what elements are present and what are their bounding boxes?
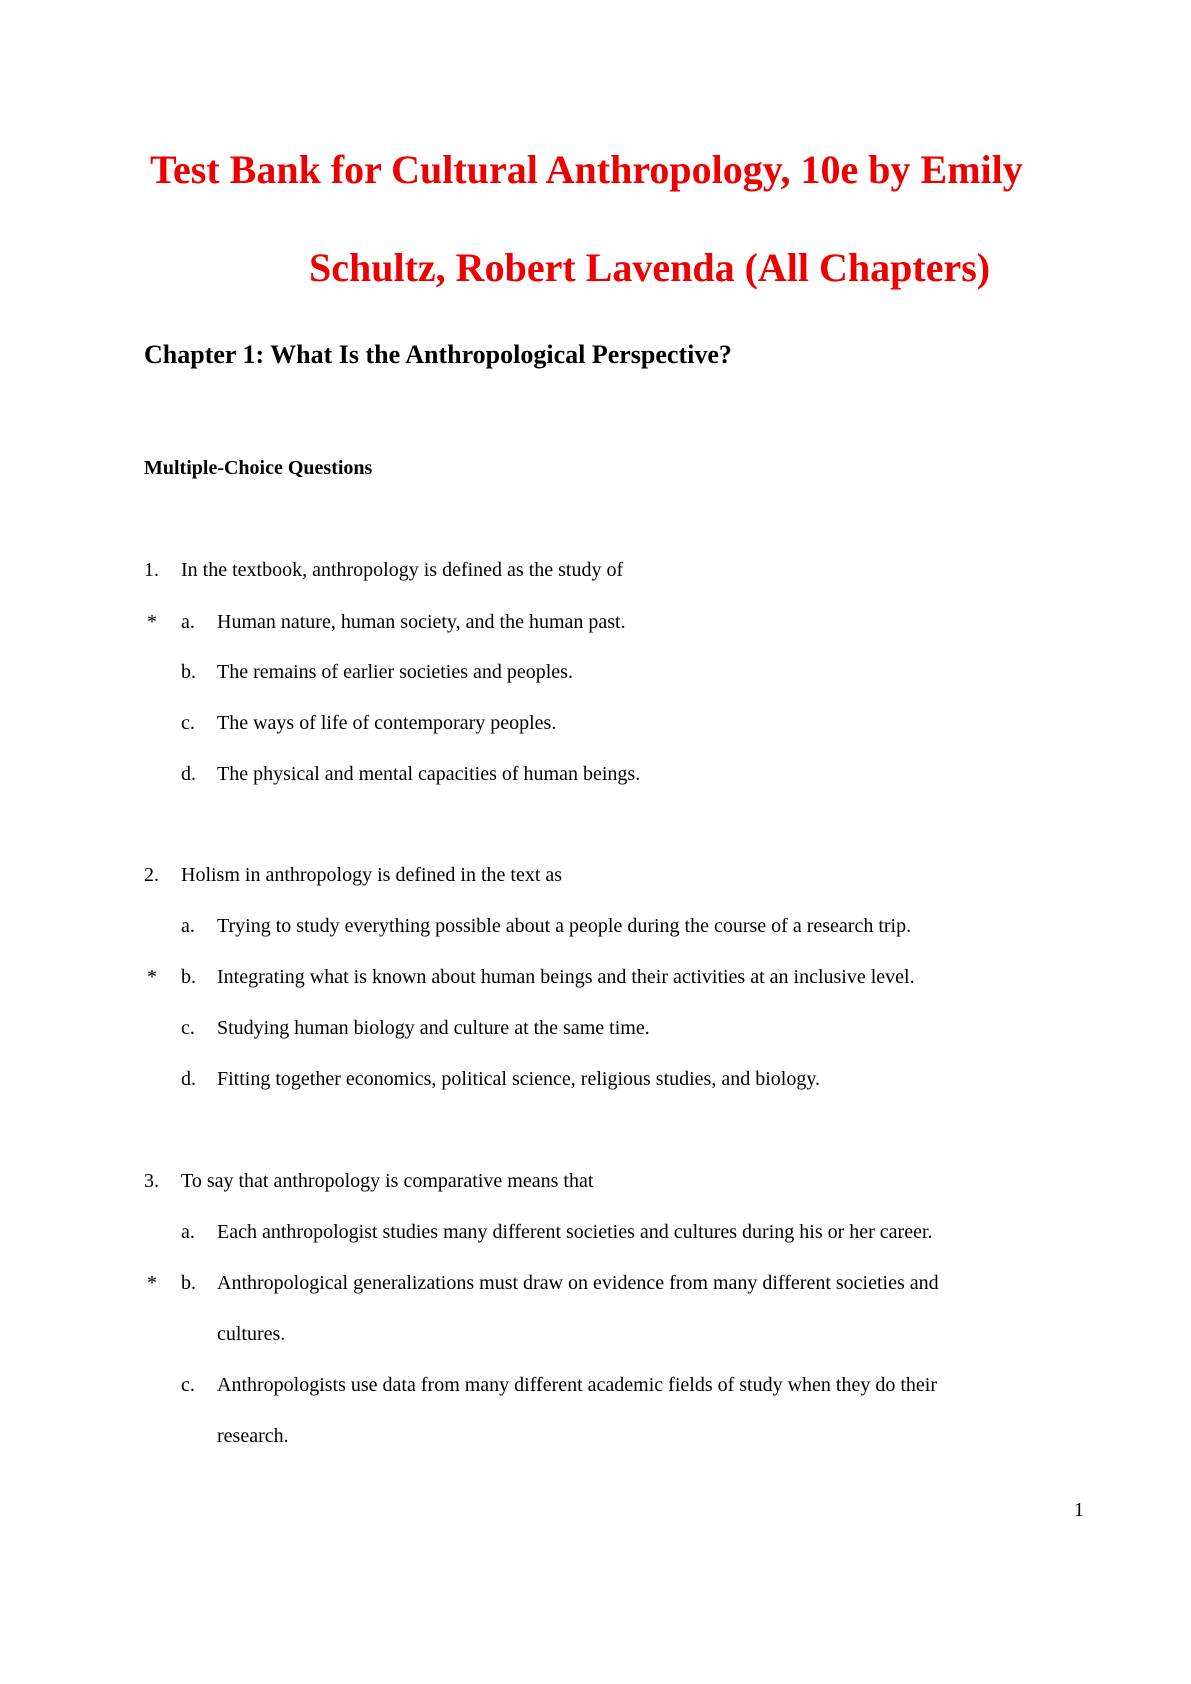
question-2-text: Holism in anthropology is defined in the text as	[181, 864, 563, 886]
question-3-option-a-text: Each anthropologist studies many different societies and cultures during his or her career.	[217, 1221, 933, 1243]
question-1-option-a-text: Human nature, human society, and the human past.	[217, 611, 626, 633]
section-heading: Multiple-Choice Questions	[144, 457, 373, 479]
question-3-option-c-letter: c.	[181, 1374, 195, 1396]
question-3-option-b-text: Anthropological generalizations must draw on evidence from many different societies and	[217, 1272, 939, 1294]
question-3-answer-marker: *	[147, 1272, 157, 1294]
question-3-option-a-letter: a.	[181, 1221, 195, 1243]
question-2-option-a-letter: a.	[181, 915, 195, 937]
question-3-number: 3.	[144, 1170, 159, 1192]
question-3-option-c-continuation: research.	[217, 1425, 289, 1447]
question-1-answer-marker: *	[147, 611, 157, 633]
question-1-number: 1.	[144, 559, 159, 581]
question-1-option-c-text: The ways of life of contemporary peoples.	[217, 712, 557, 734]
document-title-line-1: Test Bank for Cultural Anthropology, 10e by Emily	[150, 147, 1023, 192]
question-2-option-b-text: Integrating what is known about human beings and their activities at an inclusive level.	[217, 966, 915, 988]
question-1-option-d-letter: d.	[181, 763, 196, 785]
question-1-option-b-letter: b.	[181, 661, 196, 683]
question-1-option-c-letter: c.	[181, 712, 195, 734]
document-title-line-2: Schultz, Robert Lavenda (All Chapters)	[309, 245, 991, 290]
question-2-option-d-text: Fitting together economics, political science, religious studies, and biology.	[217, 1068, 821, 1090]
question-1-text: In the textbook, anthropology is defined as the study of	[181, 559, 624, 581]
question-3-option-b-letter: b.	[181, 1272, 196, 1294]
page-number: 1	[1074, 1499, 1084, 1521]
question-1-option-d-text: The physical and mental capacities of human beings.	[217, 763, 641, 785]
question-2-option-a-text: Trying to study everything possible about a people during the course of a research trip.	[217, 915, 912, 937]
chapter-heading: Chapter 1: What Is the Anthropological Perspective?	[144, 340, 732, 369]
question-2-option-c-letter: c.	[181, 1017, 195, 1039]
question-3-text: To say that anthropology is comparative means that	[181, 1170, 594, 1192]
question-2-option-d-letter: d.	[181, 1068, 196, 1090]
question-3-option-c-text: Anthropologists use data from many different academic fields of study when they do their	[217, 1374, 937, 1396]
question-1-option-a-letter: a.	[181, 611, 195, 633]
question-1-option-b-text: The remains of earlier societies and peoples.	[217, 661, 573, 683]
question-2-answer-marker: *	[147, 966, 157, 988]
question-2-option-c-text: Studying human biology and culture at the same time.	[217, 1017, 650, 1039]
question-2-number: 2.	[144, 864, 159, 886]
question-3-option-b-continuation: cultures.	[217, 1323, 286, 1345]
question-2-option-b-letter: b.	[181, 966, 196, 988]
